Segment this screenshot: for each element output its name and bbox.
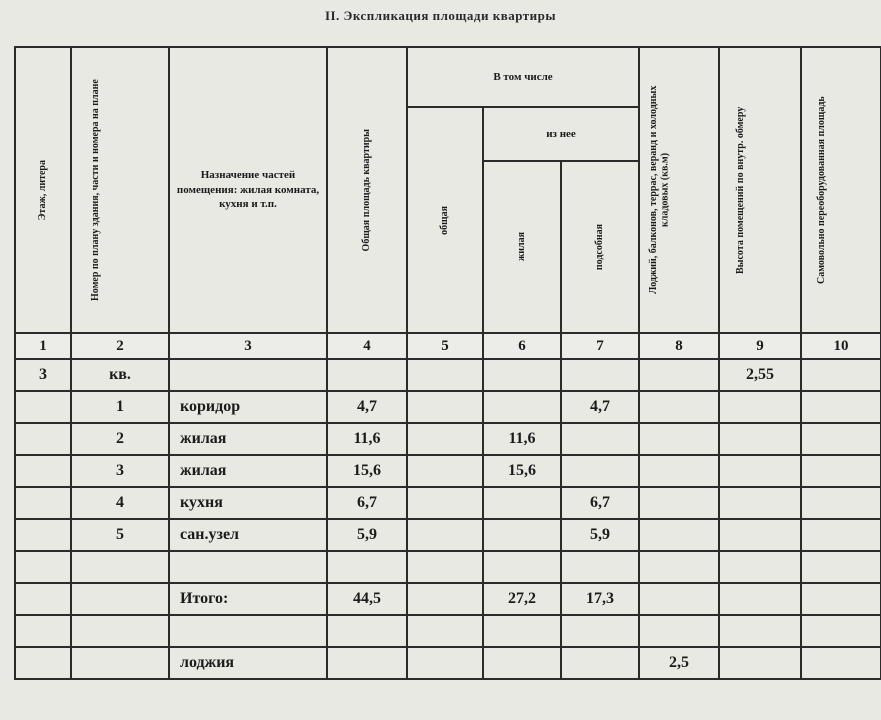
table-cell [639,583,719,615]
table-cell [639,487,719,519]
table-cell [639,391,719,423]
table-cell: 4,7 [561,391,639,423]
table-cell [71,615,169,647]
table-cell: 4 [71,487,169,519]
table-cell [71,551,169,583]
table-cell [639,359,719,391]
table-cell [639,423,719,455]
table-cell: 6,7 [327,487,407,519]
table-cell: 5 [71,519,169,551]
col-number: 5 [407,333,483,359]
table-cell: сан.узел [169,519,327,551]
table-row [15,615,881,647]
table-cell [719,423,801,455]
table-cell [483,487,561,519]
header-auxiliary: подсобная [561,161,639,333]
table-cell [561,455,639,487]
table-cell: 5,9 [327,519,407,551]
table-cell [15,455,71,487]
table-cell [719,551,801,583]
table-cell [801,487,881,519]
col-number: 7 [561,333,639,359]
table-cell [801,359,881,391]
table-cell: коридор [169,391,327,423]
header-purpose: Назначение частей помещения: жилая комната, кухня и т.п. [169,47,327,333]
col-number: 9 [719,333,801,359]
table-row [15,519,881,551]
table-cell: кухня [169,487,327,519]
table-cell [407,647,483,679]
table-cell: 11,6 [483,423,561,455]
table-cell [561,423,639,455]
table-cell [15,583,71,615]
table-cell: Итого: [169,583,327,615]
table-cell [801,647,881,679]
table-row [15,487,881,519]
col-number: 10 [801,333,881,359]
table-cell [71,647,169,679]
header-number: Номер по плану здания, части и номера на плане [71,47,169,333]
table-cell [407,391,483,423]
table-cell: 5,9 [561,519,639,551]
header-floor: Этаж, литера [15,47,71,333]
table-cell [15,423,71,455]
column-number-row [15,333,881,359]
table-row [15,391,881,423]
table-cell [801,455,881,487]
col-number: 4 [327,333,407,359]
table-cell [327,647,407,679]
header-general: общая [407,107,483,333]
header-unauthorized: Самовольно переоборудованная площадь [801,47,881,333]
table-cell [407,615,483,647]
table-cell [169,551,327,583]
table-cell [639,615,719,647]
table-cell: кв. [71,359,169,391]
col-number: 8 [639,333,719,359]
table-cell [639,455,719,487]
table-cell: 17,3 [561,583,639,615]
table-cell: 44,5 [327,583,407,615]
table-row [15,359,881,391]
table-cell [639,551,719,583]
table-row [15,423,881,455]
header-row-1 [15,47,881,107]
table-cell: 15,6 [483,455,561,487]
explication-table [14,46,881,680]
table-cell [483,551,561,583]
table-cell: 6,7 [561,487,639,519]
table-cell [719,391,801,423]
table-cell: 27,2 [483,583,561,615]
col-number: 2 [71,333,169,359]
table-cell [15,647,71,679]
table-cell: жилая [169,423,327,455]
col-number: 6 [483,333,561,359]
table-cell [483,615,561,647]
table-cell: 2,5 [639,647,719,679]
table-cell [719,647,801,679]
table-cell: 3 [15,359,71,391]
table-cell: 1 [71,391,169,423]
header-living: жилая [483,161,561,333]
table-row [15,455,881,487]
col-number: 1 [15,333,71,359]
table-cell [483,519,561,551]
table-cell [15,519,71,551]
table-row [15,551,881,583]
table-cell [719,615,801,647]
table-cell [719,519,801,551]
table-cell [483,647,561,679]
header-of-which: из нее [483,107,639,161]
table-cell: 11,6 [327,423,407,455]
header-height: Высота помещений по внутр. обмеру [719,47,801,333]
table-cell: 15,6 [327,455,407,487]
table-cell [327,551,407,583]
table-cell [561,359,639,391]
table-cell [801,423,881,455]
table-cell: 2,55 [719,359,801,391]
table-cell [407,519,483,551]
table-cell [719,583,801,615]
table-cell [407,359,483,391]
table-row [15,583,881,615]
header-group: В том числе [407,47,639,107]
table-cell [169,615,327,647]
table-cell: 4,7 [327,391,407,423]
table-cell [483,391,561,423]
table-cell [801,551,881,583]
table-cell [407,455,483,487]
table-cell [561,615,639,647]
table-cell [561,647,639,679]
table-cell [561,551,639,583]
table-cell [801,391,881,423]
table-cell [801,615,881,647]
table-cell [327,359,407,391]
table-cell [719,455,801,487]
table-cell [169,359,327,391]
table-cell [407,487,483,519]
table-cell [15,551,71,583]
header-total-area: Общая площадь квартиры [327,47,407,333]
table-cell: 3 [71,455,169,487]
table-cell [639,519,719,551]
table-cell [407,551,483,583]
table-cell [483,359,561,391]
table-cell [15,391,71,423]
table-cell: 2 [71,423,169,455]
table-cell [327,615,407,647]
table-cell [801,519,881,551]
table-cell [15,615,71,647]
table-cell: лоджия [169,647,327,679]
table-cell [407,423,483,455]
table-cell [719,487,801,519]
table-cell [71,583,169,615]
table-cell [801,583,881,615]
table-cell: жилая [169,455,327,487]
table-cell [15,487,71,519]
table-row [15,647,881,679]
col-number: 3 [169,333,327,359]
header-loggia: Лоджий, балконов, террас, веранд и холодных кладовых (кв.м) [639,47,719,333]
table-cell [407,583,483,615]
page-title: II. Экспликация площади квартиры [324,8,557,23]
